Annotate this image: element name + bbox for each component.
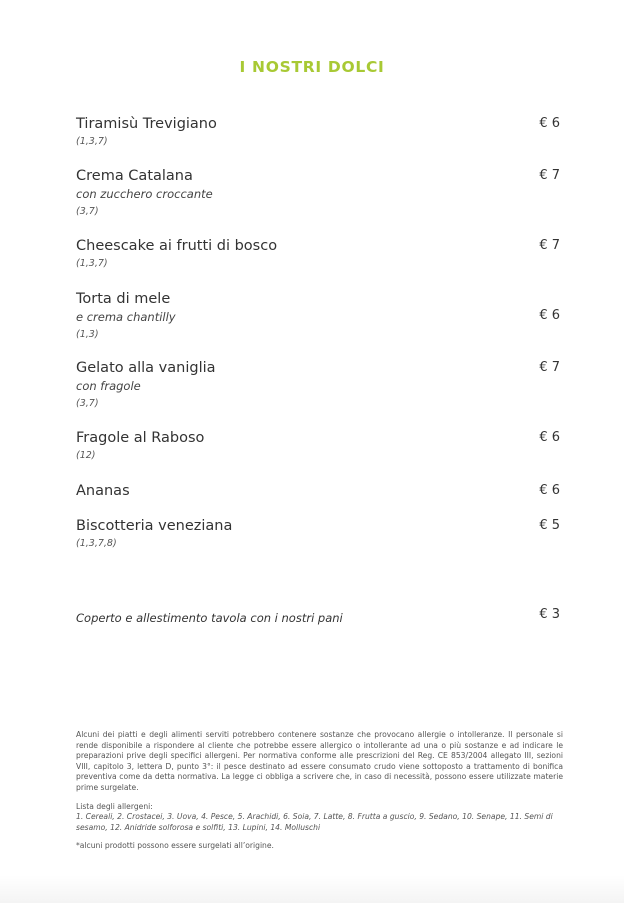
frozen-note: *alcuni prodotti possono essere surgelati all’origine. [76,841,274,851]
allergen-list: 1. Cereali, 2. Crostacei, 3. Uova, 4. Pesce, 5. Arachidi, 6. Soia, 7. Latte, 8. Frutta a guscio, 9. Sedano, 10. Senape, 11. Semi di sesamo, 12. Anidride solforosa e solfiti, 13. Lupini, 14. Molluschi [76,812,553,832]
cover-charge [76,607,560,627]
item-price: € 7 [539,168,560,183]
item-allergens: (3,7) [76,206,99,217]
item-price: € 7 [539,238,560,253]
page-title: I NOSTRI DOLCI [239,58,385,76]
menu-item [76,482,560,500]
item-price: € 6 [539,483,560,498]
item-price: € 7 [539,360,560,375]
item-subtitle: con zucchero croccante [76,187,213,201]
item-name: Gelato alla vaniglia [76,360,216,376]
allergen-notes [76,730,563,852]
item-name: Torta di mele [76,291,171,307]
item-price: € 5 [539,518,560,533]
item-allergens: (1,3,7) [76,258,108,269]
item-name: Biscotteria veneziana [76,518,233,534]
menu-item [76,167,560,221]
menu-item [76,429,560,465]
item-price: € 6 [539,308,560,323]
item-name: Crema Catalana [76,168,193,184]
allergen-list-title: Lista degli allergeni: [76,801,153,811]
item-name: Tiramisù Trevigiano [76,116,217,132]
item-subtitle: e crema chantilly [76,310,176,324]
item-price: € 6 [539,430,560,445]
item-allergens: (12) [76,450,96,461]
item-name: Fragole al Raboso [76,430,205,446]
item-name: Ananas [76,483,130,499]
item-allergens: (1,3) [76,329,99,340]
item-allergens: (1,3,7,8) [76,538,117,549]
menu-item [76,517,560,553]
item-name: Cheescake ai frutti di bosco [76,238,278,254]
cover-price: € 3 [539,607,560,622]
disclaimer-text: Alcuni dei piatti e degli alimenti serviti potrebbero contenere sostanze che provocano allergie o intolleranze. Il personale si rende disponibile a rispondere al cliente che potrebbe essere allergico o intollerante ad una o più sostanze e ad indicare le preparazioni prive degli specifici allergeni. Per normativa conforme alle prescrizioni del Reg. CE 853/2004 allegato III, sezioni VIII, capitolo 3, lettera D, punto 3°: il pesce destinato ad essere consumato crudo viene sottoposto a trattamento di bonifica preventiva come da detta normativa. La legge ci obbliga a scrivere che, in caso di necessità, possono essere utilizzate materie prime surgelate. [76,730,563,792]
item-allergens: (1,3,7) [76,136,108,147]
menu-item [76,359,560,413]
menu-item [76,290,560,344]
menu-item [76,237,560,273]
menu-item [76,115,560,151]
item-allergens: (3,7) [76,398,99,409]
item-price: € 6 [539,116,560,131]
page-bottom-shadow [0,875,624,903]
cover-label: Coperto e allestimento tavola con i nostri pani [76,611,343,625]
item-subtitle: con fragole [76,379,141,393]
